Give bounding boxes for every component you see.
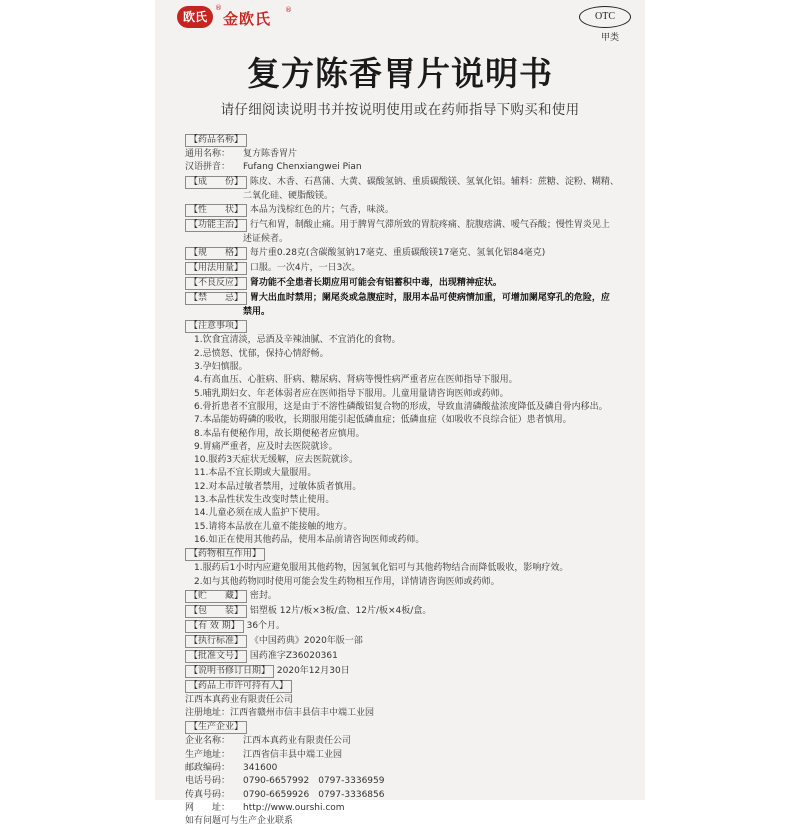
field-label: 网 址： [185,802,231,813]
precaution-item: 5.哺乳期妇女、年老体弱者应在医师指导下服用。儿童用量请咨询医师或药师。 [194,388,509,399]
precaution-item: 3.孕妇慎服。 [194,362,248,373]
section-label: 【生产企业】 [185,721,247,734]
section-adverse-reactions [185,276,615,291]
section-label: 【规 格】 [185,247,247,260]
section-composition [185,175,619,190]
section-label: 【批准文号】 [185,650,247,663]
field-value: Fufang Chenxiangwei Pian [243,162,362,173]
leaflet-sheet [155,0,645,827]
section-label: 【药品上市许可持有人】 [185,680,292,693]
website-link[interactable]: http://www.ourshi.com [243,802,345,813]
section-manufacturer [185,720,615,735]
section-package [185,604,615,619]
section-text-continued: 述证候者。 [243,233,289,244]
registered-mark: ® [215,4,222,12]
precaution-item: 11.本品不宜长期或大量服用。 [194,468,317,479]
precaution-item: 16.如正在使用其他药品，使用本品前请咨询医师或药师。 [194,534,425,545]
brand-name: 金欧氏 [223,10,272,28]
registered-mark: ® [285,6,292,14]
mah-address-row [185,707,615,720]
generic-name-row [185,148,615,161]
otc-class: 甲类 [600,33,619,43]
leaflet-header [155,0,645,43]
section-drug-name [185,133,615,148]
section-appearance [185,203,615,218]
section-precautions [185,319,615,334]
section-text: 陈皮、木香、石菖蒲、大黄、碳酸氢钠、重质碳酸镁、氢氧化铝。辅料：蔗糖、淀粉、糊精、 [249,176,619,187]
field-value: 江西省赣州市信丰县信丰中端工业园 [230,708,375,719]
section-storage [185,589,615,604]
field-label: 通用名称： [185,149,231,159]
section-label: 【执行标准】 [185,635,247,648]
precaution-item: 4.有高血压、心脏病、肝病、糖尿病、肾病等慢性病严重者应在医师指导下服用。 [194,375,518,386]
document-subtitle: 请仔细阅读说明书并按说明使用或在药师指导下购买和使用 [220,102,580,118]
section-label: 【成 份】 [185,176,247,189]
section-label: 【包 装】 [185,605,247,618]
phone-row [185,775,615,788]
precaution-item: 7.本品能妨碍磷的吸收，长期服用能引起低磷血症；低磷血症（如吸收不良综合征）患者慎用。 [194,415,572,426]
section-text: 口服。一次4片，一日3次。 [249,263,361,274]
section-mah [185,679,615,694]
document-title: 复方陈香胃片说明书 [247,54,553,93]
field-label: 生产地址： [185,749,231,760]
field-value: 江西本真药业有限责任公司 [243,736,352,747]
precaution-item: 14.儿童必须在成人监护下使用。 [194,508,326,519]
section-label: 【性 状】 [185,204,247,217]
section-text: 胃大出血时禁用；阑尾炎或急腹症时，服用本品可使病情加重，可增加阑尾穿孔的危险，应 [249,293,610,304]
section-standard [185,634,615,649]
leaflet-body [185,133,619,829]
section-revision-date [185,664,615,679]
precaution-item: 13.本品性状发生改变时禁止使用。 [194,495,335,506]
manufacturer-name-row [185,735,615,748]
section-label: 【用法用量】 [185,262,247,275]
section-label: 【不良反应】 [185,277,247,290]
section-validity [185,619,615,634]
section-label: 【贮 藏】 [185,590,247,603]
brand-logo-badge: 欧氏 [177,6,213,28]
section-text: 2020年12月30日 [276,665,350,676]
pinyin-row [185,161,615,174]
precaution-item: 12.对本品过敏者禁用，过敏体质者慎用。 [194,481,362,492]
section-specification [185,246,615,261]
precaution-item: 15.请将本品放在儿童不能接触的地方。 [194,521,353,532]
section-text: 行气和胃，制酸止痛。用于脾胃气滞所致的胃脘疼痛、脘腹痞满、嗳气吞酸；慢性胃炎见上 [249,219,610,230]
section-label: 【有 效 期】 [185,620,244,633]
section-dosage [185,261,615,276]
section-label: 【说明书修订日期】 [185,665,274,678]
field-label: 汉语拼音： [185,162,231,173]
field-value: 复方陈香胃片 [243,149,298,159]
section-text: 密封。 [249,590,277,601]
precaution-item: 10.服药3天症状无缓解，应去医院就诊。 [194,455,359,466]
section-text: 肾功能不全患者长期应用可能会有铝蓄积中毒，出现精神症状。 [249,278,502,289]
section-text: 国药准字Z36020361 [249,650,338,661]
field-value: 341600 [243,763,278,774]
field-label: 企业名称： [185,736,231,747]
precaution-item: 6.骨折患者不宜服用，这是由于不溶性磷酸铝复合物的形成，导致血清磷酸盐浓度降低及磷自骨内移出。 [194,401,608,412]
section-text: 《中国药典》2020年版一部 [249,635,363,646]
section-text: 铝塑板 12片/板×3板/盒、12片/板×4板/盒。 [249,605,432,616]
section-text-continued: 禁用。 [243,307,271,318]
section-label: 【禁 忌】 [185,292,247,305]
precaution-item: 2.忌愤怒、忧郁，保持心情舒畅。 [194,348,329,359]
section-label: 【药品名称】 [185,134,247,147]
section-contraindications [185,291,615,306]
section-text: 每片重0.28克(含碳酸氢钠17毫克、重质碳酸镁17毫克、氢氧化铝84毫克) [249,248,546,259]
section-approval [185,649,615,664]
section-label: 【药物相互作用】 [185,548,265,561]
interaction-item: 1.服药后1小时内应避免服用其他药物，因氢氧化铝可与其他药物结合而降低吸收，影响疗效。 [194,563,569,574]
section-text-continued: 二氧化硅、硬脂酸镁。 [243,190,334,201]
field-label: 传真号码： [185,789,231,800]
section-indications [185,218,615,233]
mah-name: 江西本真药业有限责任公司 [185,694,294,705]
section-label: 【功能主治】 [185,219,247,232]
manufacturer-address-row [185,749,615,762]
field-value: 江西省信丰县中端工业园 [243,749,343,760]
section-interactions [185,547,615,562]
postal-code-row [185,762,615,775]
section-label: 【注意事项】 [185,320,247,333]
interaction-item: 2.如与其他药物同时使用可能会发生药物相互作用，详情请咨询医师或药师。 [194,576,500,587]
section-text: 本品为浅棕红色的片；气香，味淡。 [249,204,394,215]
precaution-item: 8.本品有便秘作用，故长期便秘者应慎用。 [194,428,365,439]
section-text: 36个月。 [246,620,286,631]
otc-mark: OTC [579,6,631,28]
field-value: 0790-6657992 0797-3336959 [243,776,385,787]
website-row [185,802,615,815]
precaution-item: 9.胃痛严重者，应及时去医院就诊。 [194,441,338,452]
field-label: 注册地址： [185,708,231,719]
field-value: 0790-6659926 0797-3336856 [243,789,385,800]
footer-note: 如有问题可与生产企业联系 [185,816,294,827]
field-label: 邮政编码： [185,763,231,774]
field-label: 电话号码： [185,776,231,787]
precaution-item: 1.饮食宜清淡，忌酒及辛辣油腻、不宜消化的食物。 [194,335,401,346]
